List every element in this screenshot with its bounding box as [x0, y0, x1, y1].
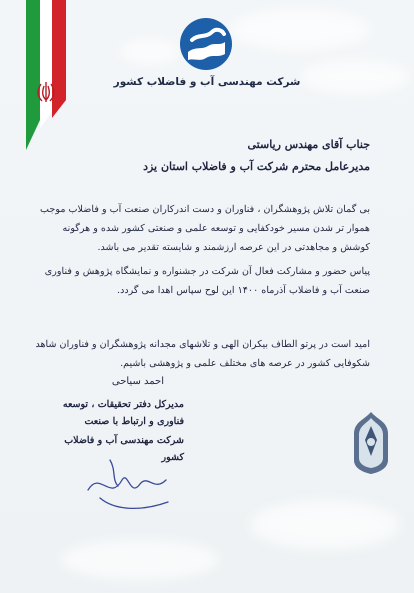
paragraph: بی گمان تلاش پژوهشگران ، فناوران و دست اندرکاران صنعت آب و فاضلاب موجب هموار تر شدن مسیر خودکفایی و توسعه علمی و صنعتی کشور شده و هرگونه کوشش و مجاهدتی در این عرصه ارزشمند و شایسته تقدیر می باشد. — [40, 204, 370, 253]
cloud-decoration — [250, 500, 400, 550]
company-name: شرکت مهندسی آب و فاضلاب کشور — [113, 76, 301, 88]
flag-ribbon-icon — [22, 0, 74, 180]
handwritten-signature — [70, 440, 190, 520]
cloud-decoration — [60, 540, 220, 580]
signer-organization: شرکت مهندسی آب و فاضلاب کشور — [64, 435, 184, 463]
ornamental-seal-icon — [352, 412, 390, 474]
cloud-decoration — [120, 40, 180, 64]
water-drop-logo-icon — [178, 16, 234, 72]
paragraph: پیاس حضور و مشارکت فعال آن شرکت در جشنواره و نمایشگاه پژوهش و فناوری صنعت آب و فاضلاب آذرماه ۱۴۰۰ این لوح سپاس اهدا می گردد. — [44, 266, 370, 296]
signer-title: مدیرکل دفتر تحقیقات ، توسعه فناوری و ارتباط با صنعت — [62, 399, 184, 427]
cloud-decoration — [230, 10, 370, 50]
paragraph: امید است در پرتو الطاف بیکران الهی و تلاشهای مجدانه پژوهشگران و فناوران شاهد شکوفایی کشور در عرصه های مختلف علمی و پژوهشی باشیم. — [35, 339, 370, 369]
addressee: مدیرعامل محترم شرکت آب و فاضلاب استان یزد — [143, 160, 370, 173]
signer-name: احمد سیاحی — [111, 376, 164, 387]
salutation: جناب آقای مهندس ریاستی — [247, 138, 370, 151]
